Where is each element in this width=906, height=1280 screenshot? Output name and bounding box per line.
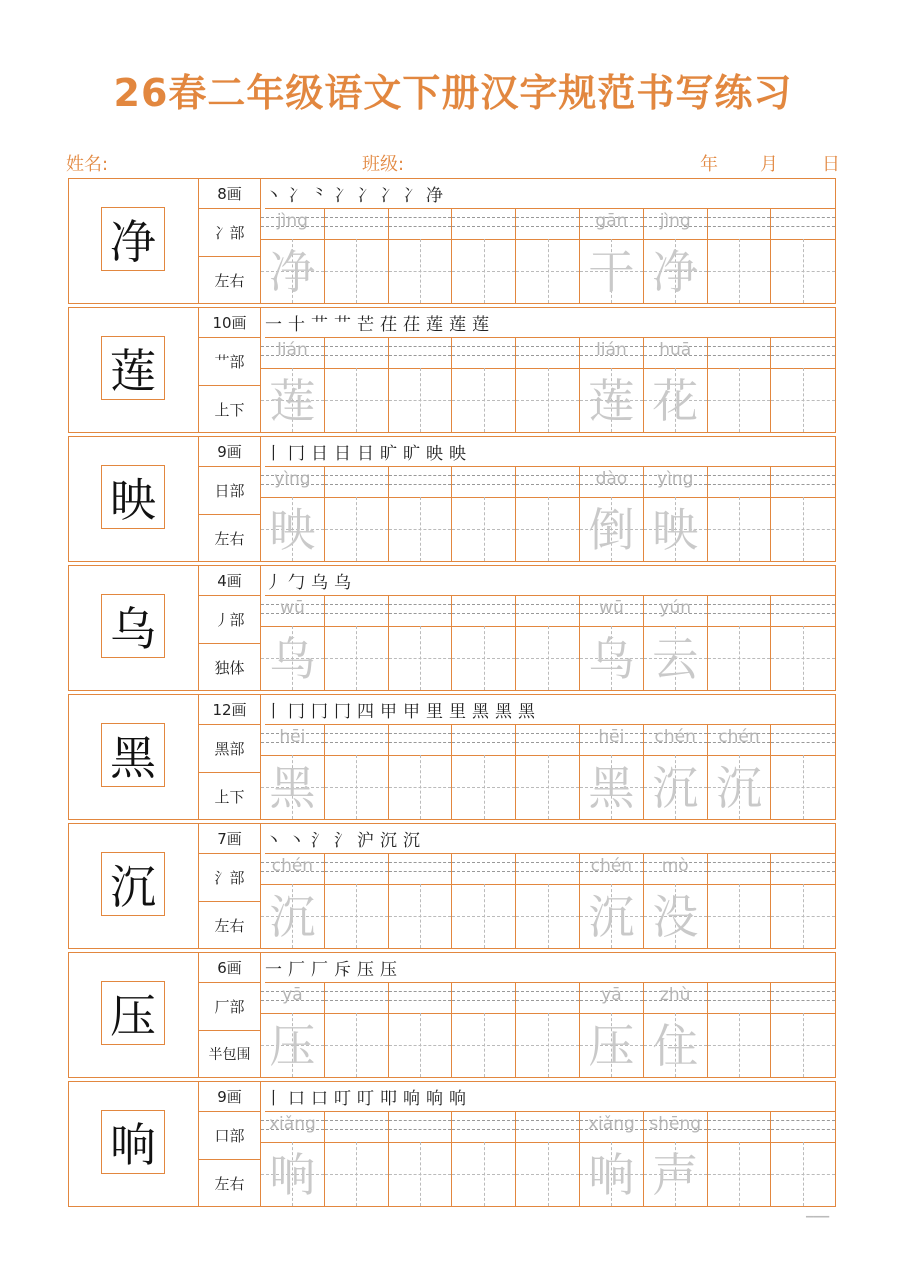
pinyin-text: yún <box>659 598 691 618</box>
stroke-count: 8画 <box>199 179 261 209</box>
stroke-sequence <box>265 1082 835 1112</box>
stroke-step: 叩 <box>380 1089 397 1109</box>
stroke-step: 一 <box>265 960 282 980</box>
practice-cell[interactable] <box>580 338 644 432</box>
writing-grid <box>261 596 835 690</box>
practice-cell[interactable] <box>644 854 708 948</box>
structure: 左右 <box>199 257 261 303</box>
trace-char: 莲 <box>269 374 316 428</box>
trace-char: 净 <box>652 245 699 299</box>
char-block <box>68 694 836 820</box>
stroke-step: 里 <box>449 702 466 722</box>
pinyin-text: chén <box>654 727 696 747</box>
char-block <box>68 436 836 562</box>
main-char: 净 <box>101 207 165 271</box>
pinyin-text: huā <box>659 340 692 360</box>
pinyin-text: yìng <box>657 469 694 489</box>
practice-cell[interactable] <box>516 725 580 819</box>
trace-char: 黑 <box>269 761 316 815</box>
char-block <box>68 178 836 304</box>
practice-cell[interactable] <box>708 467 772 561</box>
radical: 口部 <box>199 1112 261 1160</box>
pinyin-text: lián <box>596 340 627 360</box>
trace-char: 沉 <box>588 890 635 944</box>
practice-cell[interactable] <box>389 338 453 432</box>
stroke-step: 十 <box>288 315 305 335</box>
structure: 半包围 <box>199 1031 261 1077</box>
stroke-step: 净 <box>426 186 443 206</box>
stroke-sequence <box>265 824 835 854</box>
practice-cell[interactable] <box>580 209 644 303</box>
practice-cell[interactable] <box>389 1112 453 1206</box>
stroke-step: 冫 <box>357 186 374 206</box>
practice-cell[interactable] <box>261 596 325 690</box>
trace-char: 沉 <box>652 761 699 815</box>
char-block <box>68 307 836 433</box>
stroke-step: 响 <box>403 1089 420 1109</box>
practice-cell[interactable] <box>261 209 325 303</box>
main-char-cell <box>69 695 199 819</box>
radical: 艹部 <box>199 338 261 386</box>
structure: 上下 <box>199 386 261 432</box>
radical: 冫部 <box>199 209 261 257</box>
stroke-sequence <box>265 437 835 467</box>
main-char: 压 <box>101 981 165 1045</box>
practice-cell[interactable] <box>516 1112 580 1206</box>
practice-cell[interactable] <box>580 725 644 819</box>
main-char-cell <box>69 953 199 1077</box>
pinyin-text: zhù <box>659 985 691 1005</box>
practice-cell[interactable] <box>516 596 580 690</box>
stroke-step: 一 <box>265 315 282 335</box>
practice-cell[interactable] <box>644 338 708 432</box>
practice-cell[interactable] <box>644 596 708 690</box>
practice-cell[interactable] <box>516 467 580 561</box>
practice-cell[interactable] <box>771 338 835 432</box>
stroke-step: 黑 <box>472 702 489 722</box>
main-char: 映 <box>101 465 165 529</box>
main-char: 莲 <box>101 336 165 400</box>
char-block <box>68 952 836 1078</box>
stroke-step: 厂 <box>288 960 305 980</box>
practice-cell[interactable] <box>771 854 835 948</box>
trace-char: 乌 <box>588 632 635 686</box>
stroke-step: 黑 <box>518 702 535 722</box>
stroke-step: 丨 <box>265 444 282 464</box>
trace-char: 干 <box>588 245 635 299</box>
practice-cell[interactable] <box>452 854 516 948</box>
stroke-step: 斥 <box>334 960 351 980</box>
pinyin-text: jìng <box>659 211 691 231</box>
practice-cell[interactable] <box>771 983 835 1077</box>
pinyin-text: yìng <box>274 469 311 489</box>
stroke-sequence <box>265 566 835 596</box>
practice-cell[interactable] <box>580 1112 644 1206</box>
radical: 氵部 <box>199 854 261 902</box>
main-char: 沉 <box>101 852 165 916</box>
stroke-step: 氵 <box>311 831 328 851</box>
stroke-sequence <box>265 308 835 338</box>
stroke-step: 芒 <box>357 315 374 335</box>
practice-cell[interactable] <box>644 1112 708 1206</box>
stroke-step: 冂 <box>334 702 351 722</box>
stroke-step: 沪 <box>357 831 374 851</box>
stroke-step: 冫 <box>288 186 305 206</box>
writing-grid <box>261 209 835 303</box>
structure: 左右 <box>199 515 261 561</box>
stroke-step: 艹 <box>334 315 351 335</box>
stroke-step: 冫 <box>334 186 351 206</box>
stroke-step: 旷 <box>380 444 397 464</box>
year-label: 年 <box>700 154 718 175</box>
trace-char: 净 <box>269 245 316 299</box>
page-title: 26春二年级语文下册汉字规范书写练习 <box>113 71 793 115</box>
practice-cell[interactable] <box>261 338 325 432</box>
writing-grid <box>261 725 835 819</box>
stroke-step: 氵 <box>334 831 351 851</box>
pinyin-text: gān <box>595 211 628 231</box>
stroke-step: 莲 <box>449 315 466 335</box>
pinyin-text: wū <box>599 598 624 618</box>
char-block <box>68 823 836 949</box>
trace-char: 莲 <box>588 374 635 428</box>
pinyin-text: hēi <box>598 727 625 747</box>
stroke-step: 乌 <box>334 573 351 593</box>
stroke-count: 9画 <box>199 437 261 467</box>
name-label: 姓名: <box>66 154 109 175</box>
stroke-step: 叮 <box>357 1089 374 1109</box>
main-char: 响 <box>101 1110 165 1174</box>
trace-char: 花 <box>652 374 699 428</box>
writing-grid <box>261 467 835 561</box>
practice-cell[interactable] <box>580 467 644 561</box>
pinyin-text: xiǎng <box>269 1114 316 1134</box>
practice-cell[interactable] <box>708 854 772 948</box>
stroke-sequence <box>265 179 835 209</box>
stroke-step: ⺀ <box>311 186 328 206</box>
practice-cell[interactable] <box>452 596 516 690</box>
pinyin-text: wū <box>280 598 305 618</box>
trace-char: 沉 <box>269 890 316 944</box>
trace-char: 映 <box>652 503 699 557</box>
stroke-step: 沉 <box>403 831 420 851</box>
practice-cell[interactable] <box>325 596 389 690</box>
stroke-step: 映 <box>426 444 443 464</box>
practice-cell[interactable] <box>708 209 772 303</box>
trace-char: 没 <box>652 890 699 944</box>
practice-cell[interactable] <box>708 983 772 1077</box>
trace-char: 压 <box>588 1019 635 1073</box>
structure: 独体 <box>199 644 261 690</box>
practice-cell[interactable] <box>771 596 835 690</box>
stroke-step: 厂 <box>311 960 328 980</box>
pinyin-text: xiǎng <box>588 1114 635 1134</box>
stroke-step: 叮 <box>334 1089 351 1109</box>
main-char-cell <box>69 308 199 432</box>
trace-char: 响 <box>269 1148 316 1202</box>
stroke-sequence <box>265 695 835 725</box>
practice-cell[interactable] <box>771 725 835 819</box>
stroke-step: 冫 <box>403 186 420 206</box>
stroke-step: 口 <box>311 1089 328 1109</box>
practice-cell[interactable] <box>389 725 453 819</box>
char-block <box>68 1081 836 1207</box>
practice-cell[interactable] <box>452 338 516 432</box>
pinyin-text: lián <box>277 340 308 360</box>
main-char: 乌 <box>101 594 165 658</box>
radical: 厂部 <box>199 983 261 1031</box>
practice-cell[interactable] <box>261 1112 325 1206</box>
main-char-cell <box>69 824 199 948</box>
practice-cell[interactable] <box>261 854 325 948</box>
pinyin-text: chén <box>590 856 633 876</box>
radical: 丿部 <box>199 596 261 644</box>
practice-cell[interactable] <box>452 209 516 303</box>
practice-cell[interactable] <box>516 338 580 432</box>
writing-grid <box>261 1112 835 1206</box>
stroke-step: 勹 <box>288 573 305 593</box>
pinyin-text: yā <box>282 985 303 1005</box>
stroke-count: 7画 <box>199 824 261 854</box>
practice-cell[interactable] <box>389 983 453 1077</box>
practice-cell[interactable] <box>771 1112 835 1206</box>
stroke-step: 映 <box>449 444 466 464</box>
pinyin-text: chén <box>718 727 760 747</box>
stroke-count: 9画 <box>199 1082 261 1112</box>
stroke-step: 日 <box>357 444 374 464</box>
pinyin-text: yā <box>601 985 622 1005</box>
stroke-step: 冂 <box>311 702 328 722</box>
stroke-step: 旷 <box>403 444 420 464</box>
writing-grid <box>261 983 835 1077</box>
stroke-step: 日 <box>311 444 328 464</box>
stroke-step: 冂 <box>288 702 305 722</box>
stroke-step: 压 <box>380 960 397 980</box>
practice-cell[interactable] <box>452 1112 516 1206</box>
class-label: 班级: <box>362 154 405 175</box>
stroke-step: 黑 <box>495 702 512 722</box>
stroke-step: 茌 <box>380 315 397 335</box>
practice-cell[interactable] <box>389 596 453 690</box>
practice-cell[interactable] <box>261 467 325 561</box>
stroke-count: 10画 <box>199 308 261 338</box>
trace-char: 映 <box>269 503 316 557</box>
practice-cell[interactable] <box>389 854 453 948</box>
stroke-step: 莲 <box>472 315 489 335</box>
month-label: 月 <box>760 154 778 175</box>
stroke-step: 响 <box>426 1089 443 1109</box>
practice-cell[interactable] <box>325 1112 389 1206</box>
practice-cell[interactable] <box>452 983 516 1077</box>
pinyin-text: mò <box>661 856 689 876</box>
pinyin-text: chén <box>271 856 314 876</box>
practice-cell[interactable] <box>644 467 708 561</box>
main-char: 黑 <box>101 723 165 787</box>
main-char-cell <box>69 179 199 303</box>
practice-cell[interactable] <box>516 983 580 1077</box>
practice-cell[interactable] <box>708 338 772 432</box>
practice-cell[interactable] <box>580 596 644 690</box>
stroke-step: 口 <box>288 1089 305 1109</box>
practice-cell[interactable] <box>771 467 835 561</box>
practice-cell[interactable] <box>325 983 389 1077</box>
practice-cell[interactable] <box>644 209 708 303</box>
stroke-step: 乌 <box>311 573 328 593</box>
stroke-step: 里 <box>426 702 443 722</box>
writing-grid <box>261 854 835 948</box>
practice-cell[interactable] <box>580 854 644 948</box>
practice-cell[interactable] <box>389 467 453 561</box>
main-char-cell <box>69 566 199 690</box>
practice-cell[interactable] <box>389 209 453 303</box>
stroke-step: 莲 <box>426 315 443 335</box>
practice-cell[interactable] <box>516 209 580 303</box>
trace-char: 黑 <box>588 761 635 815</box>
radical: 黑部 <box>199 725 261 773</box>
stroke-step: 冂 <box>288 444 305 464</box>
structure: 上下 <box>199 773 261 819</box>
stroke-step: 甲 <box>380 702 397 722</box>
stroke-sequence <box>265 953 835 983</box>
stroke-step: 丶 <box>265 831 282 851</box>
stroke-step: 日 <box>334 444 351 464</box>
trace-char: 压 <box>269 1019 316 1073</box>
stroke-step: 甲 <box>403 702 420 722</box>
char-block <box>68 565 836 691</box>
pinyin-text: hēi <box>279 727 306 747</box>
practice-cell[interactable] <box>325 725 389 819</box>
practice-cell[interactable] <box>452 725 516 819</box>
main-char-cell <box>69 1082 199 1206</box>
main-char-cell <box>69 437 199 561</box>
trace-char: 云 <box>652 632 699 686</box>
stroke-count: 12画 <box>199 695 261 725</box>
stroke-step: 艹 <box>311 315 328 335</box>
practice-cell[interactable] <box>708 725 772 819</box>
structure: 左右 <box>199 1160 261 1206</box>
practice-cell[interactable] <box>644 983 708 1077</box>
trace-char: 倒 <box>588 503 635 557</box>
stroke-step: 响 <box>449 1089 466 1109</box>
trace-char: 响 <box>588 1148 635 1202</box>
practice-cell[interactable] <box>325 338 389 432</box>
trace-char: 乌 <box>269 632 316 686</box>
trace-char: 声 <box>652 1148 699 1202</box>
stroke-step: 茌 <box>403 315 420 335</box>
stroke-step: 丨 <box>265 1089 282 1109</box>
practice-cell[interactable] <box>580 983 644 1077</box>
writing-grid <box>261 338 835 432</box>
practice-cell[interactable] <box>325 854 389 948</box>
day-label: 日 <box>822 154 840 175</box>
radical: 日部 <box>199 467 261 515</box>
practice-cell[interactable] <box>452 467 516 561</box>
pinyin-text: jìng <box>276 211 308 231</box>
stroke-step: 压 <box>357 960 374 980</box>
practice-cell[interactable] <box>708 596 772 690</box>
practice-cell[interactable] <box>708 1112 772 1206</box>
pinyin-text: dào <box>595 469 628 489</box>
practice-cell[interactable] <box>261 725 325 819</box>
stroke-count: 4画 <box>199 566 261 596</box>
practice-cell[interactable] <box>644 725 708 819</box>
structure: 左右 <box>199 902 261 948</box>
stroke-step: 丨 <box>265 702 282 722</box>
stroke-step: 丿 <box>265 573 282 593</box>
stroke-step: 沉 <box>380 831 397 851</box>
practice-cell[interactable] <box>325 209 389 303</box>
stroke-count: 6画 <box>199 953 261 983</box>
practice-cell[interactable] <box>516 854 580 948</box>
practice-cell[interactable] <box>261 983 325 1077</box>
stroke-step: 丶 <box>288 831 305 851</box>
practice-cell[interactable] <box>325 467 389 561</box>
practice-cell[interactable] <box>771 209 835 303</box>
stroke-step: 四 <box>357 702 374 722</box>
stroke-step: 丶 <box>265 186 282 206</box>
pinyin-text: shēng <box>649 1114 702 1134</box>
trace-char: 沉 <box>715 761 762 815</box>
footer-mark: ▁▁▁ <box>806 1207 830 1218</box>
stroke-step: 冫 <box>380 186 397 206</box>
trace-char: 住 <box>652 1019 699 1073</box>
